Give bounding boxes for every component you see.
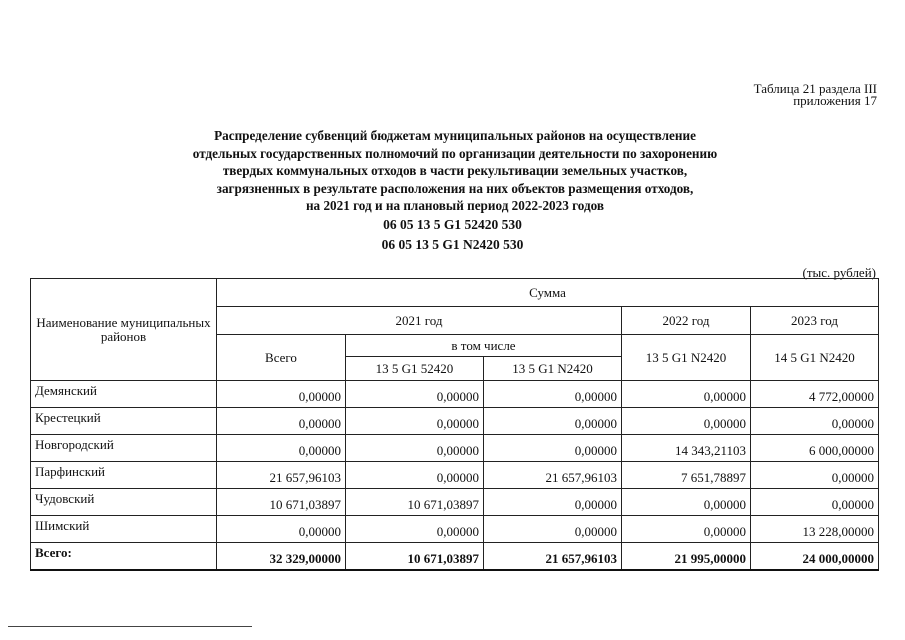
units-label: (тыс. рублей)	[802, 265, 876, 280]
value-n2420: 0,00000	[484, 489, 622, 516]
subvention-table	[30, 278, 879, 571]
district-name: Крестецкий	[31, 408, 217, 435]
header-code-n2420: 13 5 G1 N2420	[484, 357, 622, 381]
totals-2022: 21 995,00000	[622, 543, 751, 570]
table-row	[31, 489, 879, 516]
title-line-4: загрязненных в результате расположения на них объектов размещения отходов,	[216, 180, 694, 196]
value-2023: 13 228,00000	[751, 516, 879, 543]
value-2023: 4 772,00000	[751, 381, 879, 408]
header-code-2022: 13 5 G1 N2420	[622, 335, 751, 381]
table-row	[31, 408, 879, 435]
value-52420: 0,00000	[346, 381, 484, 408]
value-52420: 0,00000	[346, 516, 484, 543]
title-line-5: на 2021 год и на плановый период 2022-2023 годов	[305, 198, 605, 213]
header-code-2023: 14 5 G1 N2420	[751, 335, 879, 381]
title-line-2: отдельных государственных полномочий по организации деятельности по захоронению	[192, 145, 718, 161]
totals-2023: 24 000,00000	[751, 543, 879, 570]
footnote-divider	[8, 626, 252, 627]
value-2022: 0,00000	[622, 516, 751, 543]
value-n2420: 21 657,96103	[484, 462, 622, 489]
value-52420: 0,00000	[346, 435, 484, 462]
district-name: Демянский	[31, 381, 217, 408]
table-caption	[754, 83, 877, 107]
district-name: Шимский	[31, 516, 217, 543]
value-n2420: 0,00000	[484, 408, 622, 435]
value-n2420: 0,00000	[484, 435, 622, 462]
totals-total-2021: 32 329,00000	[217, 543, 346, 570]
table-row	[31, 462, 879, 489]
value-52420: 10 671,03897	[346, 489, 484, 516]
header-code-52420: 13 5 G1 52420	[346, 357, 484, 381]
totals-label: Всего:	[31, 543, 217, 570]
value-52420: 0,00000	[346, 462, 484, 489]
totals-n2420: 21 657,96103	[484, 543, 622, 570]
header-year-2022: 2022 год	[622, 307, 751, 335]
value-2023: 6 000,00000	[751, 435, 879, 462]
totals-row	[31, 543, 879, 570]
value-total-2021: 10 671,03897	[217, 489, 346, 516]
budget-code-1: 06 05 13 5 G1 52420 530	[383, 217, 522, 232]
district-name: Чудовский	[31, 489, 217, 516]
header-district-name: Наименование муниципальных районов	[31, 279, 217, 381]
value-total-2021: 21 657,96103	[217, 462, 346, 489]
value-52420: 0,00000	[346, 408, 484, 435]
header-total-2021: Всего	[217, 335, 346, 381]
value-total-2021: 0,00000	[217, 516, 346, 543]
header-including: в том числе	[346, 335, 622, 357]
title-line-3: твердых коммунальных отходов в части рекультивации земельных участков,	[222, 163, 688, 178]
value-2022: 7 651,78897	[622, 462, 751, 489]
value-total-2021: 0,00000	[217, 408, 346, 435]
district-name: Парфинский	[31, 462, 217, 489]
value-2022: 14 343,21103	[622, 435, 751, 462]
value-total-2021: 0,00000	[217, 381, 346, 408]
header-year-2023: 2023 год	[751, 307, 879, 335]
value-2023: 0,00000	[751, 489, 879, 516]
value-total-2021: 0,00000	[217, 435, 346, 462]
totals-52420: 10 671,03897	[346, 543, 484, 570]
value-n2420: 0,00000	[484, 516, 622, 543]
header-sum: Сумма	[217, 279, 879, 307]
caption-line-2: приложения 17	[793, 93, 877, 108]
budget-codes	[0, 215, 905, 255]
document-title	[120, 127, 790, 215]
value-2022: 0,00000	[622, 381, 751, 408]
value-2022: 0,00000	[622, 489, 751, 516]
header-year-2021: 2021 год	[217, 307, 622, 335]
district-name: Новгородский	[31, 435, 217, 462]
table-row	[31, 381, 879, 408]
value-2023: 0,00000	[751, 408, 879, 435]
table-row	[31, 516, 879, 543]
value-2022: 0,00000	[622, 408, 751, 435]
value-n2420: 0,00000	[484, 381, 622, 408]
caption-line-1: Таблица 21 раздела III	[753, 81, 877, 96]
table-row	[31, 435, 879, 462]
value-2023: 0,00000	[751, 462, 879, 489]
budget-code-2: 06 05 13 5 G1 N2420 530	[381, 237, 524, 252]
title-line-1: Распределение субвенций бюджетам муниципальных районов на осуществление	[214, 128, 696, 143]
